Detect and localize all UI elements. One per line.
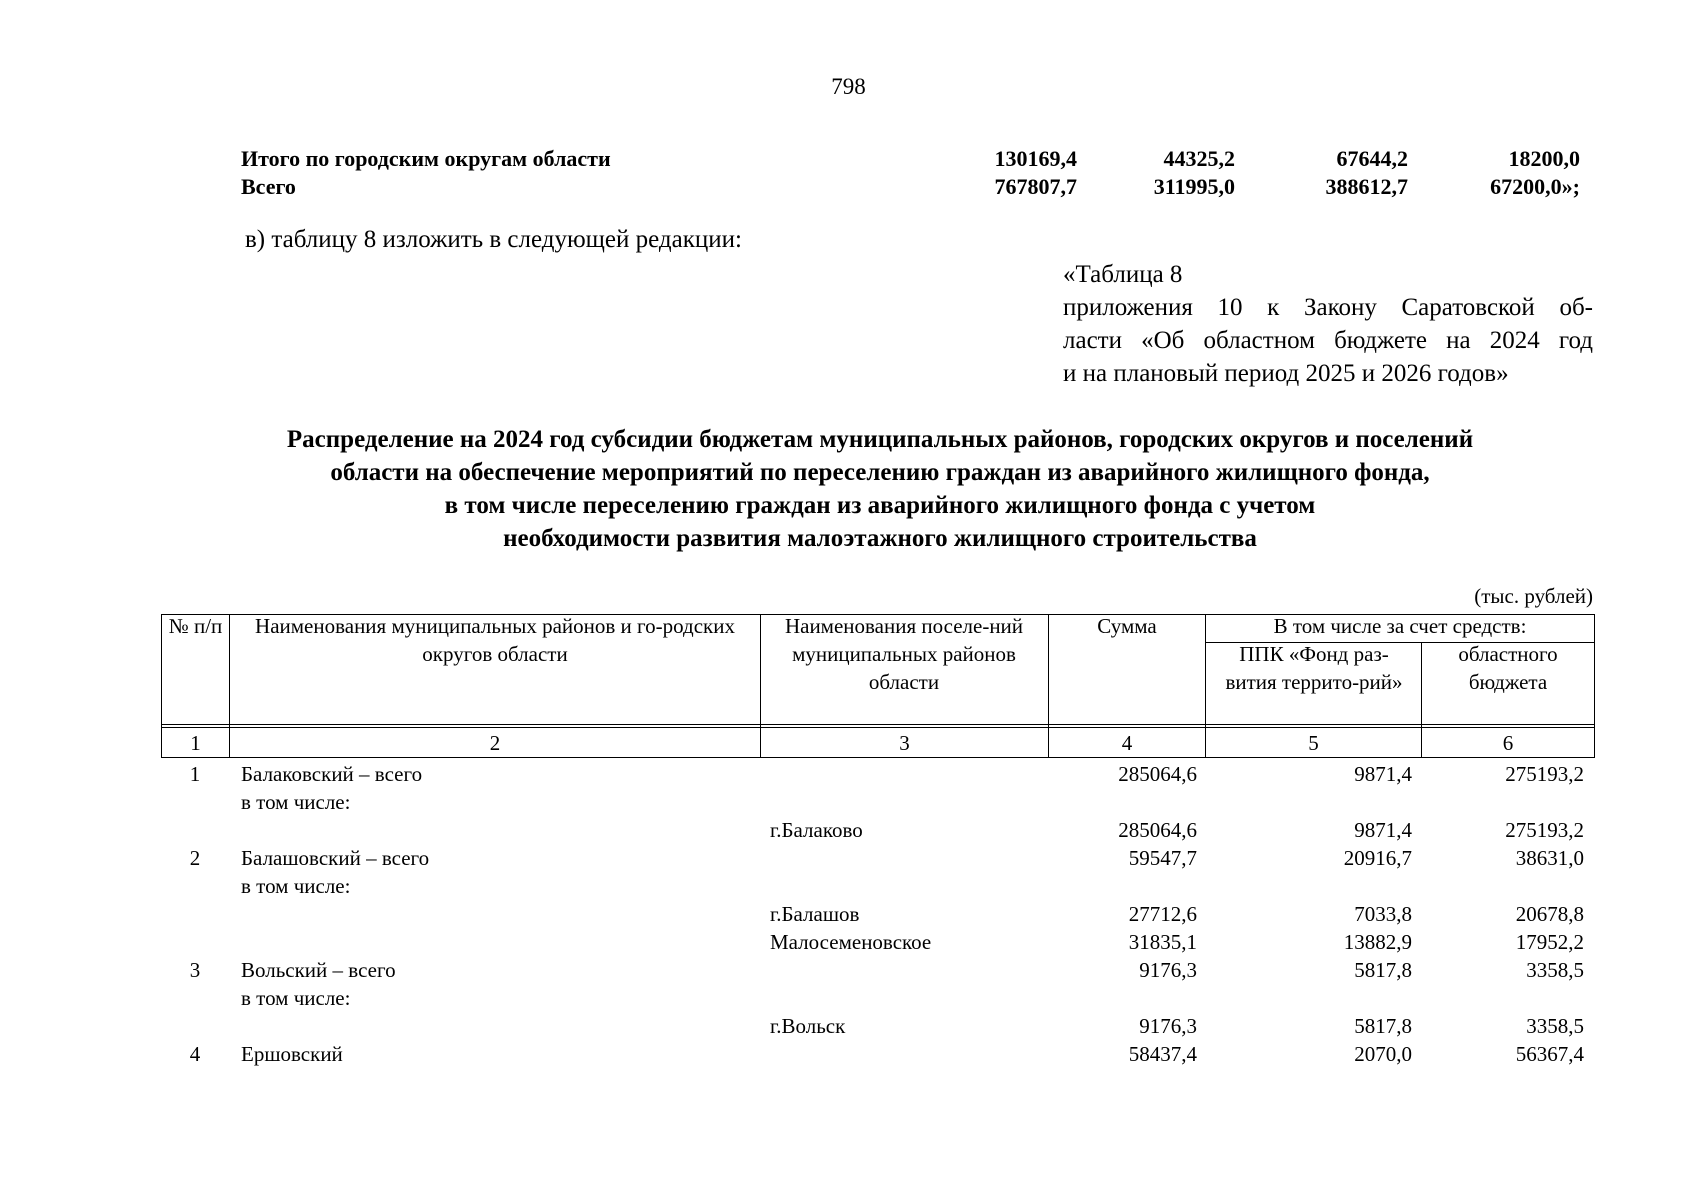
row-regional: 38631,0 xyxy=(1515,846,1584,870)
row-settlement: г.Балашов xyxy=(770,902,860,926)
totals-value: 67644,2 xyxy=(1336,146,1408,171)
header-col-settlement: Наименования поселе-ний муниципальных районов области xyxy=(784,614,1024,694)
header-col-fund: ППК «Фонд раз-вития террито-рий» xyxy=(1225,642,1403,694)
table-row xyxy=(0,1012,1697,1040)
column-number: 5 xyxy=(1308,731,1319,755)
column-number: 1 xyxy=(190,731,201,755)
row-fund: 5817,8 xyxy=(1354,1014,1412,1038)
header-col-district: Наименования муниципальных районов и го-родских округов области xyxy=(255,614,735,666)
row-regional: 3358,5 xyxy=(1526,958,1584,982)
column-number: 4 xyxy=(1121,731,1133,755)
totals-value: 44325,2 xyxy=(1163,146,1235,171)
row-settlement: Малосеменовское xyxy=(770,930,932,954)
row-number: 2 xyxy=(189,846,201,870)
totals-label: Всего xyxy=(241,174,296,199)
row-sum: 285064,6 xyxy=(1118,818,1197,842)
header-col-regional: областного бюджета xyxy=(1458,642,1558,694)
page-number: 798 xyxy=(831,74,866,99)
row-district: в том числе: xyxy=(241,986,351,1010)
row-district: Вольский – всего xyxy=(241,958,396,982)
row-sum: 59547,7 xyxy=(1128,846,1197,870)
table-title xyxy=(0,423,1697,555)
table-row xyxy=(0,984,1697,1012)
table-row xyxy=(0,760,1697,788)
table-reference xyxy=(1063,258,1593,390)
table-title-line: в том числе переселению граждан из аварийного жилищного фонда с учетом xyxy=(444,492,1316,519)
totals-value: 18200,0 xyxy=(1508,146,1580,171)
row-fund: 2070,0 xyxy=(1354,1042,1412,1066)
row-settlement: г.Вольск xyxy=(770,1014,846,1038)
table-row xyxy=(0,872,1697,900)
table-row xyxy=(0,844,1697,872)
header-col-number: № п/п xyxy=(168,614,223,638)
row-fund: 5817,8 xyxy=(1354,958,1412,982)
totals-value: 388612,7 xyxy=(1325,174,1408,199)
column-number: 3 xyxy=(899,731,910,755)
row-regional: 275193,2 xyxy=(1505,762,1584,786)
row-sum: 9176,3 xyxy=(1139,1014,1197,1038)
table-title-line: области на обеспечение мероприятий по переселению граждан из аварийного жилищного фонда, xyxy=(330,459,1430,486)
row-number: 1 xyxy=(189,762,201,786)
row-sum: 27712,6 xyxy=(1128,902,1197,926)
row-sum: 285064,6 xyxy=(1118,762,1197,786)
row-district: Балаковский – всего xyxy=(241,762,423,786)
row-fund: 9871,4 xyxy=(1354,818,1412,842)
units-label: (тыс. рублей) xyxy=(1474,584,1593,608)
table-divider xyxy=(161,724,1595,725)
table-row xyxy=(0,928,1697,956)
row-district: Балашовский – всего xyxy=(241,846,430,870)
totals-value: 67200,0»; xyxy=(1490,174,1580,199)
header-col-sum: Сумма xyxy=(1097,614,1157,638)
row-regional: 56367,4 xyxy=(1515,1042,1584,1066)
table-divider xyxy=(161,727,1595,728)
row-sum: 31835,1 xyxy=(1128,930,1197,954)
table-reference-line: и на плановый период 2025 и 2026 годов» xyxy=(1063,360,1509,387)
row-regional: 275193,2 xyxy=(1505,818,1584,842)
table-row xyxy=(0,1040,1697,1068)
row-number: 4 xyxy=(189,1042,201,1066)
table-border xyxy=(161,757,1595,758)
row-regional: 20678,8 xyxy=(1515,902,1584,926)
row-fund: 7033,8 xyxy=(1354,902,1412,926)
totals-value: 130169,4 xyxy=(994,146,1077,171)
row-district: в том числе: xyxy=(241,874,351,898)
column-number: 6 xyxy=(1502,731,1514,755)
row-regional: 3358,5 xyxy=(1526,1014,1584,1038)
table-row xyxy=(0,900,1697,928)
table-title-line: необходимости развития малоэтажного жилищного строительства xyxy=(503,525,1257,552)
row-district: Ершовский xyxy=(241,1042,343,1066)
row-sum: 58437,4 xyxy=(1128,1042,1197,1066)
row-settlement: г.Балаково xyxy=(770,818,863,842)
table-reference-line: «Таблица 8 xyxy=(1063,261,1183,288)
table-row xyxy=(0,788,1697,816)
table-reference-line: приложения 10 к Закону Саратовской об- xyxy=(1063,294,1593,321)
row-number: 3 xyxy=(189,958,201,982)
row-regional: 17952,2 xyxy=(1515,930,1584,954)
table-title-line: Распределение на 2024 год субсидии бюджетам муниципальных районов, городских округов и поселений xyxy=(286,426,1474,453)
table-row xyxy=(0,816,1697,844)
row-district: в том числе: xyxy=(241,790,351,814)
header-col-group: В том числе за счет средств: xyxy=(1273,614,1527,638)
row-sum: 9176,3 xyxy=(1139,958,1197,982)
row-fund: 13882,9 xyxy=(1343,930,1412,954)
amendment-instruction: в) таблицу 8 изложить в следующей редакции: xyxy=(245,226,742,253)
totals-value: 767807,7 xyxy=(994,174,1077,199)
table-row xyxy=(0,956,1697,984)
row-fund: 20916,7 xyxy=(1343,846,1412,870)
totals-label: Итого по городским округам области xyxy=(241,146,611,171)
column-number: 2 xyxy=(489,731,501,755)
row-fund: 9871,4 xyxy=(1354,762,1412,786)
table-border xyxy=(1594,614,1595,758)
totals-value: 311995,0 xyxy=(1153,174,1235,199)
table-reference-line: ласти «Об областном бюджете на 2024 год xyxy=(1063,327,1593,354)
